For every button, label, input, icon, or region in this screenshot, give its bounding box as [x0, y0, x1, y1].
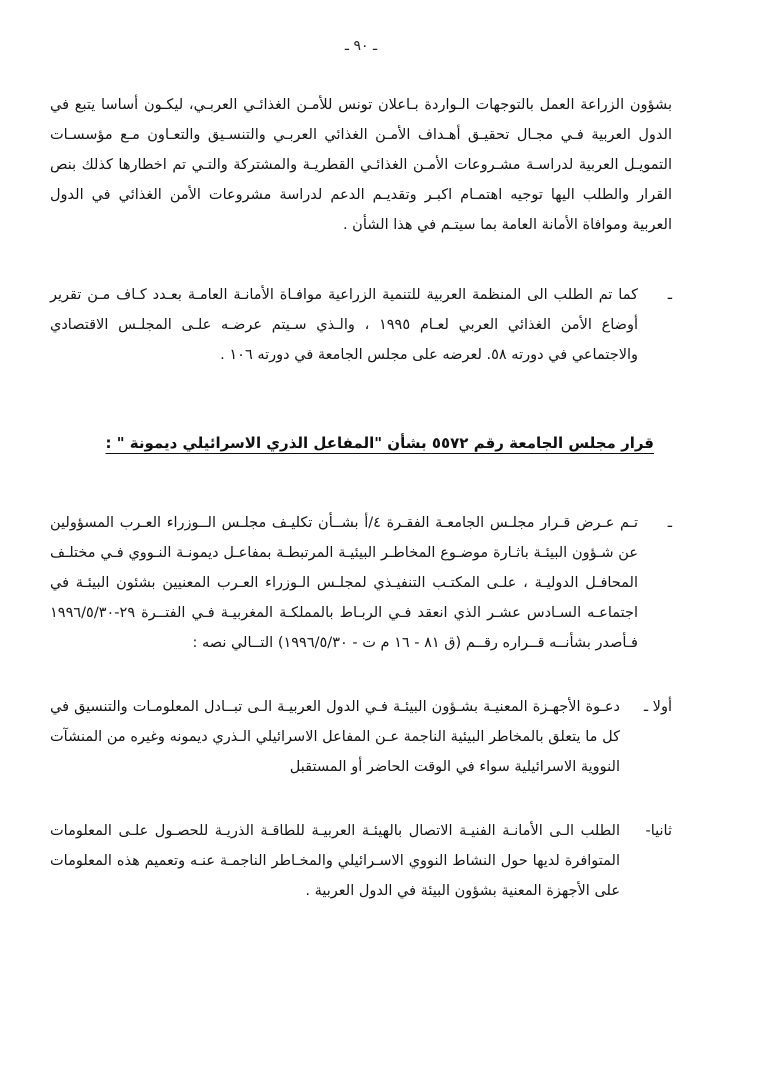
numbered-item-first: [50, 692, 672, 782]
list-marker: ـ: [667, 515, 672, 531]
item-marker-first: أولا ـ: [643, 699, 672, 715]
intro-paragraph: بشؤون الزراعة العمل بالتوجهات الـواردة بـاعلان تونس للأمـن الغذائـي العربـي، ليكـون أساسا يتبع في الدول العربية فـي مجـال تحقيـق أهـداف الأمـن الغذائي العربـي والتنسـيق والتعـاون مـع مؤسسـات التمويـل العربية لدراسـة مشـروعات الأمـن الغذائـي القطريـة والمشتركة والتـي تم اخطارها كذلك بنص القرار والطلب اليها توجيه اهتمـام اكبـر وتقديـم الدعم لدراسة مشروعات الأمن الغذائي في الدول العربية وموافاة الأمانة العامة بما سيتـم في هذا الشأن .: [50, 97, 672, 233]
bullet-paragraph-resolution: [50, 508, 672, 658]
item-marker-second: ثانيا-: [645, 823, 672, 839]
numbered-item-second: [50, 816, 672, 906]
bullet-paragraph-agriculture: [50, 280, 672, 370]
section-heading-resolution: [50, 428, 672, 458]
numbered-item-text: دعـوة الأجهـزة المعنيـة بشـؤون البيئـة فـي الدول العربيـة الـى تبــادل المعلومـات والتنسيق في كل ما يتعلق بالمخاطر البيئية الناجمة عـن المفاعل الاسرائيلي الـذري ديمونه وغيره من المنشآت النووية الاسرائيلية سواء في الوقت الحاضر أو المستقبل: [50, 699, 620, 775]
numbered-item-text: الطلب الـى الأمانـة الفنيـة الاتصال بالهيئـة العربيـة للطاقـة الذريـة للحصـول علـى المعلومات المتوافرة لديها حول النشاط النووي الاسـرائيلي والمخـاطر الناجمـة عنـه وتعميم هذه المعلومات على الأجهزة المعنية بشؤون البيئة في الدول العربية .: [50, 823, 620, 899]
section-heading-text: قرار مجلس الجامعة رقم ٥٥٧٢ بشأن "المفاعل الذري الاسرائيلي ديمونة " :: [105, 434, 654, 452]
list-marker: ـ: [667, 287, 672, 303]
page-number: ـ ٩٠ ـ: [344, 38, 378, 54]
bullet-paragraph-text: تـم عـرض قـرار مجلـس الجامعـة الفقـرة ٤/أ بشــأن تكليـف مجلـس الــوزراء العـرب المسؤولين عن شـؤون البيئـة باثـارة موضـوع المخاطـر البيئيـة المرتبطـة بمفاعـل ديمونـة النـووي فـي مختلـف المحافـل الدوليـة ، علـى المكتـب التنفيـذي لمجلـس الـوزراء العـرب المعنيين بشئون البيئـة في اجتماعـه السـادس عشـر الذي انعقد فـي الربـاط بالمملكـة المغربيـة فـي الفتــرة ٢٩-١٩٩٦/٥/٣٠ فـأصدر بشأنــه قــراره رقــم (ق ٨١ - ١٦ م ت - ١٩٩٦/٥/٣٠) التــالي نصه :: [50, 515, 638, 651]
bullet-paragraph-text: كما تم الطلب الى المنظمة العربية للتنمية الزراعية موافـاة الأمانـة العامـة بعـدد كـاف مـن تقرير أوضاع الأمن الغذائي العربي لعـام ١٩٩٥ ، والـذي سـيتم عرضـه علـى المجلـس الاقتصادي والاجتماعي في دورته ٥٨. لعرضه على مجلس الجامعة في دورته ١٠٦ .: [50, 287, 638, 363]
